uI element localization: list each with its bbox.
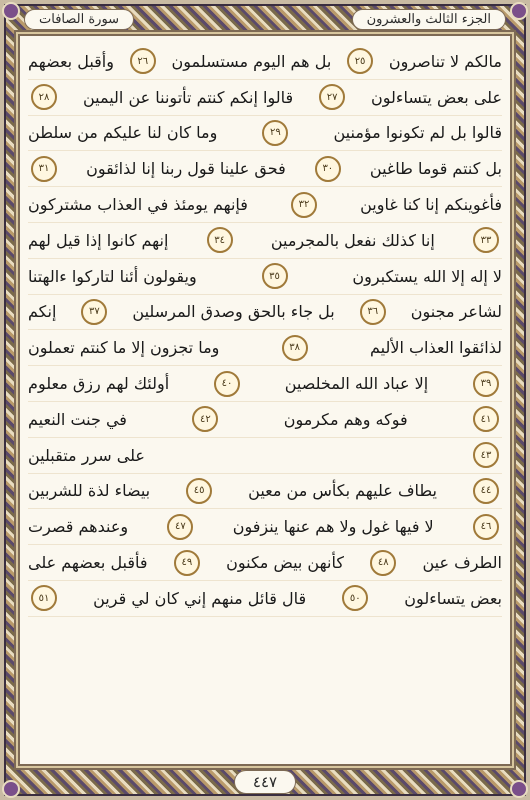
- text-line: [28, 330, 502, 366]
- text-line: [28, 259, 502, 295]
- corner-ornament-icon: [510, 2, 528, 20]
- ayah-number-marker: ٤٣: [473, 442, 499, 468]
- ayah-number-marker: ٢٨: [31, 84, 57, 110]
- verse-segment: إنا كذلك نفعل بالمجرمين: [270, 230, 435, 250]
- verse-segment: وما كان لنا عليكم من سلطن: [28, 123, 218, 143]
- verse-segment: ويقولون أئنا لتاركوا ءالهتنا: [28, 266, 197, 286]
- page-footer: [0, 770, 530, 794]
- ayah-number-marker: ٣٤: [207, 227, 233, 253]
- juz-name: الجزء الثالث والعشرون: [352, 9, 506, 30]
- text-line: [28, 151, 502, 187]
- verse-segment: فأغوينكم إنا كنا غاوين: [360, 195, 502, 215]
- ayah-number-marker: ٤٦: [473, 514, 499, 540]
- ayah-number-marker: ٥١: [31, 585, 57, 611]
- ayah-number-marker: ٤٢: [192, 406, 218, 432]
- text-line: [28, 223, 502, 259]
- ayah-number-marker: ٣٩: [473, 371, 499, 397]
- verse-segment: قالوا إنكم كنتم تأتوننا عن اليمين: [82, 87, 294, 107]
- verse-segment: وعندهم قصرت: [28, 517, 129, 537]
- text-line: [28, 44, 502, 80]
- verse-segment: بيضاء لذة للشربين: [28, 481, 151, 501]
- verse-segment: لشاعر مجنون: [410, 302, 502, 322]
- text-line: [28, 545, 502, 581]
- verse-segment: إنهم كانوا إذا قيل لهم: [28, 230, 169, 250]
- verse-segment: لا إله إلا الله يستكبرون: [352, 266, 502, 286]
- verse-segment: وما تجزون إلا ما كنتم تعملون: [28, 338, 220, 358]
- ayah-number-marker: ٢٦: [130, 48, 156, 74]
- ayah-number-marker: ٤٩: [174, 550, 200, 576]
- verse-segment: إلا عباد الله المخلصين: [284, 374, 429, 394]
- ayah-number-marker: ٤٤: [473, 478, 499, 504]
- text-line: [28, 116, 502, 152]
- verse-segment: إنكم: [28, 302, 57, 322]
- verse-segment: فحق علينا قول ربنا إنا لذائقون: [86, 159, 286, 179]
- corner-ornament-icon: [2, 2, 20, 20]
- surah-name: سورة الصافات: [24, 9, 134, 30]
- ayah-number-marker: ٣١: [31, 156, 57, 182]
- ayah-number-marker: ٣٧: [81, 299, 107, 325]
- text-line: [28, 474, 502, 510]
- ayah-number-marker: ٤٥: [186, 478, 212, 504]
- ayah-number-marker: ٢٩: [262, 120, 288, 146]
- verse-segment: فوكه وهم مكرمون: [283, 409, 408, 429]
- verse-segment: أولئك لهم رزق معلوم: [28, 374, 170, 394]
- ayah-number-marker: ٤٧: [167, 514, 193, 540]
- ayah-number-marker: ٣٢: [291, 192, 317, 218]
- verse-segment: وأقبل بعضهم: [28, 51, 114, 71]
- verse-segment: بعض يتساءلون: [404, 588, 502, 608]
- verse-segment: فإنهم يومئذ في العذاب مشتركون: [28, 195, 248, 215]
- verse-segment: مالكم لا تناصرون: [388, 51, 502, 71]
- text-line: [28, 581, 502, 617]
- text-line: [28, 80, 502, 116]
- ayah-number-marker: ٤١: [473, 406, 499, 432]
- ayah-number-marker: ٢٧: [319, 84, 345, 110]
- ayah-number-marker: ٣٣: [473, 227, 499, 253]
- verse-segment: الطرف عين: [422, 553, 502, 573]
- text-line: [28, 295, 502, 331]
- verse-segment: قالوا بل لم تكونوا مؤمنين: [333, 123, 502, 143]
- verse-segment: بل هم اليوم مستسلمون: [171, 51, 332, 71]
- verse-segment: على بعض يتساءلون: [371, 87, 502, 107]
- verse-segment: فأقبل بعضهم على: [28, 553, 148, 573]
- ayah-number-marker: ٢٥: [347, 48, 373, 74]
- verse-segment: في جنت النعيم: [28, 409, 127, 429]
- verse-segment: على سرر متقبلين: [28, 445, 145, 465]
- ayah-number-marker: ٥٠: [342, 585, 368, 611]
- ayah-number-marker: ٣٨: [282, 335, 308, 361]
- verse-segment: لا فيها غول ولا هم عنها ينزفون: [232, 517, 434, 537]
- verse-segment: لذائقوا العذاب الأليم: [369, 338, 502, 358]
- text-line: [28, 509, 502, 545]
- text-line: [28, 187, 502, 223]
- ayah-number-marker: ٣٦: [360, 299, 386, 325]
- page-number: ٤٤٧: [234, 770, 296, 794]
- verse-segment: بل جاء بالحق وصدق المرسلين: [132, 302, 335, 322]
- text-line: [28, 366, 502, 402]
- ayah-number-marker: ٣٥: [262, 263, 288, 289]
- verse-segment: يطاف عليهم بكأس من معين: [248, 481, 437, 501]
- ayah-number-marker: ٤٠: [214, 371, 240, 397]
- page-header: [24, 6, 506, 32]
- ayah-number-marker: ٣٠: [315, 156, 341, 182]
- verse-segment: بل كنتم قوما طاغين: [369, 159, 502, 179]
- verse-segment: قال قائل منهم إني كان لي قرين: [93, 588, 307, 608]
- quran-text: [28, 44, 502, 756]
- ayah-number-marker: ٤٨: [370, 550, 396, 576]
- text-line: [28, 402, 502, 438]
- text-line: [28, 438, 502, 474]
- verse-segment: كأنهن بيض مكنون: [226, 553, 344, 573]
